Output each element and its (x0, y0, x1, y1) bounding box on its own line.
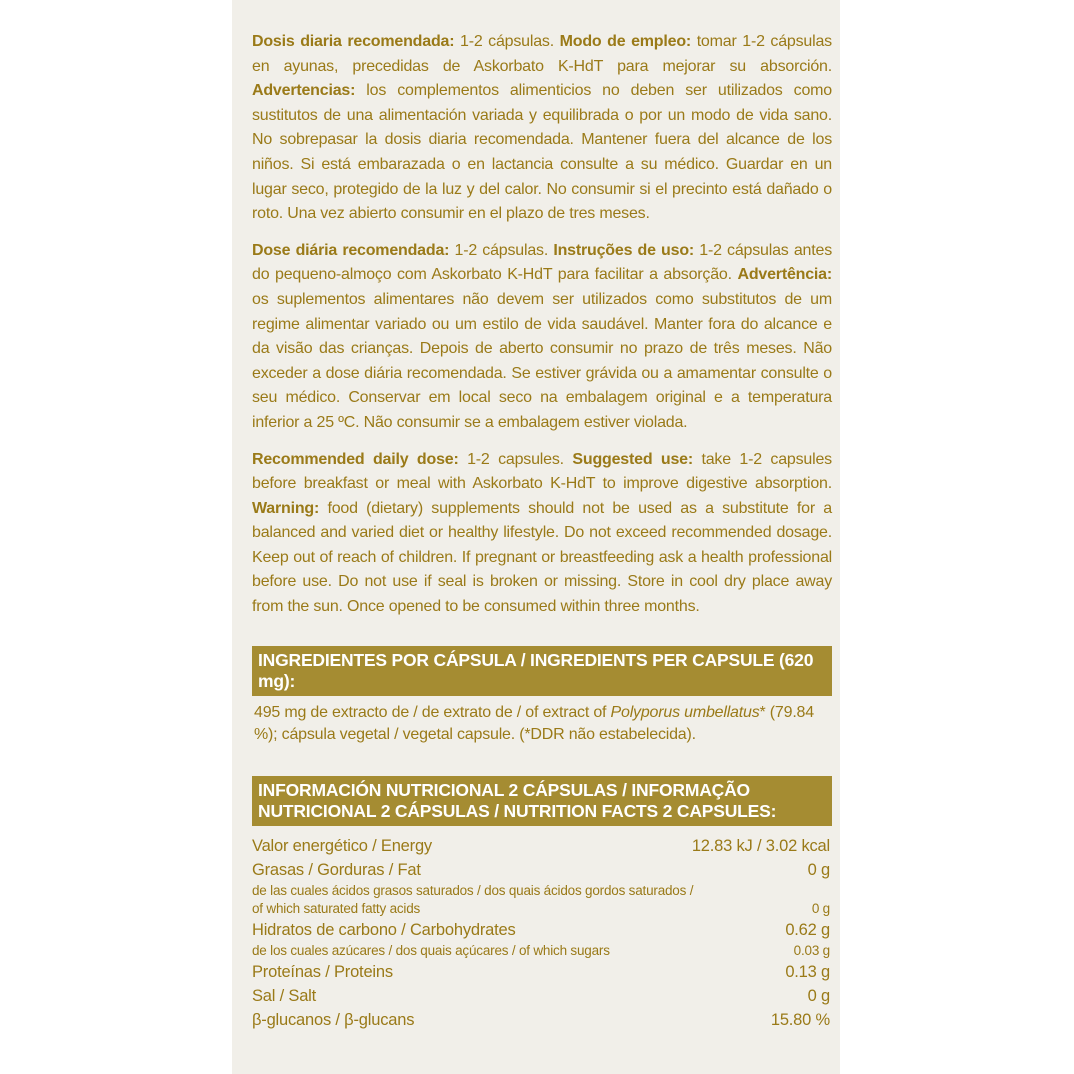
nutrition-row-satfat (252, 900, 832, 918)
pt-use-text: 1-2 cápsulas antes do pequeno-almoço com Askorbato K-HdT para facilitar a absorção. (252, 241, 832, 284)
carb-value: 0.62 g (785, 920, 830, 939)
nutrition-row-protein (252, 960, 832, 984)
glucan-value: 15.80 % (770, 1010, 830, 1029)
es-warn-label: Advertencias: (252, 82, 356, 100)
energy-value: 12.83 kJ / 3.02 kcal (691, 836, 830, 855)
es-dose-text: 1-2 cápsulas. (454, 33, 560, 50)
sugar-value: 0.03 g (793, 942, 830, 958)
ingredients-heading: INGREDIENTES POR CÁPSULA / INGREDIENTS PER CAPSULE (620 mg): (252, 646, 832, 696)
ingredients-text (254, 702, 832, 746)
pt-dose-text: 1-2 cápsulas. (449, 241, 554, 259)
nutrition-row-energy (252, 834, 832, 858)
glucan-label: β-glucanos / β-glucans (252, 1010, 415, 1029)
ingredients-species: Polyporus umbellatus (610, 703, 760, 721)
nutrition-table (252, 834, 832, 1032)
ingredients-text-before: 495 mg de extracto de / de extrato de / of extract of (254, 703, 611, 721)
pt-warn-label: Advertência: (737, 266, 832, 284)
es-use-label: Modo de empleo: (559, 33, 692, 50)
salt-value: 0 g (807, 986, 830, 1005)
nutrition-row-sugars (252, 942, 832, 960)
nutrition-row-carbs (252, 918, 832, 942)
en-dose-text: 1-2 capsules. (458, 450, 573, 468)
nutrition-row-glucans (252, 1008, 832, 1032)
en-warn-label: Warning: (252, 499, 320, 517)
en-use-label: Suggested use: (572, 450, 693, 468)
energy-label: Valor energético / Energy (252, 836, 432, 855)
es-dose-label: Dosis diaria recomendada: (252, 33, 455, 50)
protein-value: 0.13 g (785, 962, 830, 981)
satfat-label-line2: of which saturated fatty acids (252, 900, 421, 916)
nutrition-heading: INFORMACIÓN NUTRICIONAL 2 CÁPSULAS / INFORMAÇÃO NUTRICIONAL 2 CÁPSULAS / NUTRITION FACTS 2 CAPSULES: (252, 776, 832, 826)
en-warn-text: food (dietary) supplements should not be used as a substitute for a balanced and varied diet or healthy lifestyle. Do not exceed recommended dosage. Keep out of reach of children. If pregnant or breastfeeding ask a health professional before use. Do not use if seal is broken or missing. Store in cool dry place away from the sun. Once opened to be consumed within three months. (252, 499, 832, 616)
sugar-label: de los cuales azúcares / dos quais açúcares / of which sugars (252, 942, 610, 958)
fat-value: 0 g (807, 860, 830, 879)
spanish-paragraph (252, 30, 832, 227)
en-dose-label: Recommended daily dose: (252, 450, 459, 468)
es-warn-text: los complementos alimenticios no deben ser utilizados como sustitutos de una alimentación variada y equilibrada o por un modo de vida sano. No sobrepasar la dosis diaria recomendada. Mantener fuera del alcance de los niños. Si está embarazada o en lactancia consulte a su médico. Guardar en un lugar seco, protegido de la luz y del calor. No consumir si el precinto está dañado o roto. Una vez abierto consumir en el plazo de tres meses. (252, 82, 832, 223)
label-text (252, 30, 832, 1032)
es-use-text: tomar 1-2 cápsulas en ayunas, precedidas de Askorbato K-HdT para mejorar su absorción. (252, 33, 832, 75)
nutrition-row-salt (252, 984, 832, 1008)
fat-label: Grasas / Gorduras / Fat (252, 860, 421, 879)
ingredients-text-after: * (79.84 %); cápsula vegetal / vegetal capsule. (*DDR não estabelecida). (254, 703, 814, 743)
nutrition-row-fat (252, 858, 832, 882)
pt-dose-label: Dose diária recomendada: (252, 241, 450, 259)
pt-use-label: Instruções de uso: (553, 241, 695, 259)
en-use-text: take 1-2 capsules before breakfast or meal with Askorbato K-HdT to improve digestive absorption. (252, 450, 832, 493)
english-paragraph (252, 448, 832, 620)
salt-label: Sal / Salt (252, 986, 317, 1005)
carb-label: Hidratos de carbono / Carbohydrates (252, 920, 516, 939)
pt-warn-text: os suplementos alimentares não devem ser utilizados como substitutos de um regime alimentar variado ou um estilo de vida saudável. Manter fora do alcance e da visão das crianças. Depois de aberto consumir no prazo de três meses. Não exceder a dose diária recomendada. Se estiver grávida ou a amamentar consulte o seu médico. Conservar em local seco na embalagem original e a temperatura inferior a 25 ºC. Não consumir se a embalagem estiver violada. (252, 290, 832, 431)
satfat-label-line1: de las cuales ácidos grasos saturados / dos quais ácidos gordos saturados / (252, 882, 694, 898)
protein-label: Proteínas / Proteins (252, 962, 393, 981)
portuguese-paragraph (252, 239, 832, 436)
satfat-value: 0 g (811, 900, 830, 916)
